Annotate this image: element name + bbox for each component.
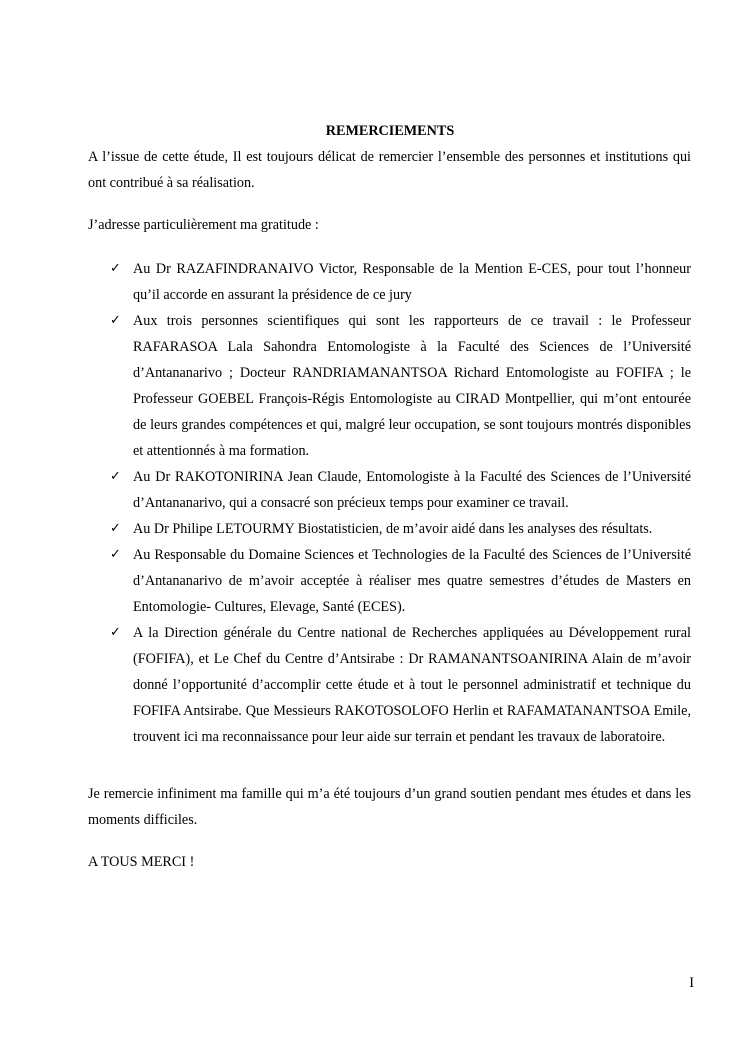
check-icon: ✓ [110,261,121,276]
list-item-text: A la Direction générale du Centre national de Recherches appliquées au Développement rural (FOFIFA), et Le Chef du Centre d’Antsirabe : Dr RAMANANTSOANIRINA Alain de m’avoir donné l’opportunité d’accomplir cette étude et à tout le personnel administratif et technique du FOFIFA Antsirabe. Que Messieurs RAKOTOSOLOFO Herlin et RAFAMATANANTSOA Emile, trouvent ici ma reconnaissance pour leur aide sur terrain et pendant les travaux de laboratoire. [133,625,691,745]
page-title: REMERCIEMENTS [325,123,455,139]
check-icon: ✓ [110,313,121,328]
list-item [88,308,691,464]
check-icon: ✓ [110,521,121,536]
check-icon: ✓ [110,469,121,484]
list-item-text: Au Responsable du Domaine Sciences et Technologies de la Faculté des Sciences de l’Université d’Antananarivo de m’avoir acceptée à réaliser mes quatre semestres d’études de Masters en Entomologie- Cultures, Elevage, Santé (ECES). [133,547,691,615]
acknowledgement-list [88,256,691,750]
gratitude-paragraph: J’adresse particulièrement ma gratitude : [88,217,319,233]
list-item-text: Au Dr RAKOTONIRINA Jean Claude, Entomologiste à la Faculté des Sciences de l’Université d’Antananarivo, qui a consacré son précieux temps pour examiner ce travail. [133,469,691,511]
check-icon: ✓ [110,547,121,562]
closing-text: A TOUS MERCI ! [88,854,195,870]
check-icon: ✓ [110,625,121,640]
list-item-text: Aux trois personnes scientifiques qui sont les rapporteurs de ce travail : le Professeur RAFARASOA Lala Sahondra Entomologiste à la Faculté des Sciences de l’Université d’Antananarivo ; Docteur RANDRIAMANANTSOA Richard Entomologiste au FOFIFA ; le Professeur GOEBEL François-Régis Entomologiste au CIRAD Montpellier, qui m’ont entourée de leurs grandes compétences et qui, malgré leur occupation, se sont toujours montrés disponibles et attentionnés à ma formation. [133,313,691,459]
list-item-text: Au Dr RAZAFINDRANAIVO Victor, Responsable de la Mention E-CES, pour tout l’honneur qu’il accorde en assurant la présidence de ce jury [133,261,691,303]
list-item [88,516,691,542]
list-item-text: Au Dr Philipe LETOURMY Biostatisticien, de m’avoir aidé dans les analyses des résultats. [133,521,653,537]
list-item [88,256,691,308]
list-item [88,464,691,516]
list-item [88,542,691,620]
page-number: I [689,975,694,991]
list-item [88,620,691,750]
intro-paragraph: A l’issue de cette étude, Il est toujours délicat de remercier l’ensemble des personnes et institutions qui ont contribué à sa réalisation. [88,149,691,191]
family-paragraph: Je remercie infiniment ma famille qui m’a été toujours d’un grand soutien pendant mes études et dans les moments difficiles. [88,786,691,828]
